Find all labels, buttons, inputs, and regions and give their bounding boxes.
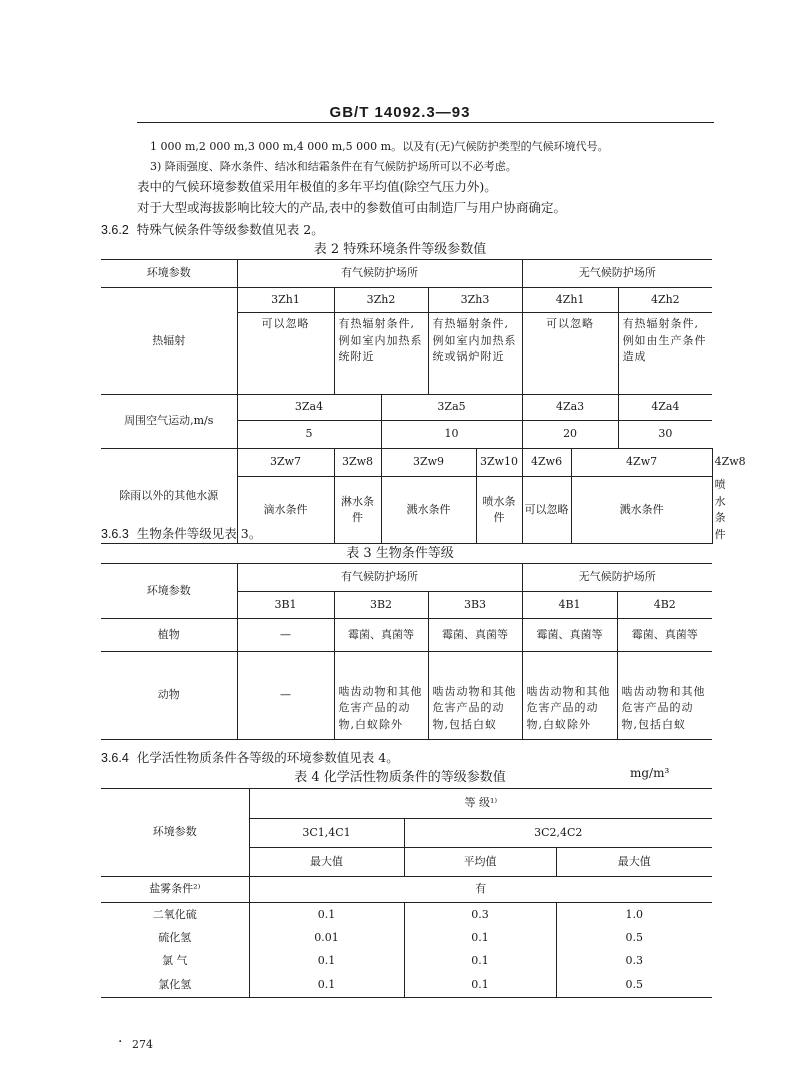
t2-code: 3Zh3	[428, 288, 522, 313]
t4-cell: 0.1	[404, 974, 556, 998]
t2-heat-desc: 可以忽略	[522, 313, 618, 395]
t4-cell: 0.1	[404, 950, 556, 974]
t4-row-label: 硫化氢	[101, 927, 249, 950]
t4-header-avg: 平均值	[404, 848, 556, 877]
t4-row-label: 氯 气	[101, 950, 249, 974]
t2-water-desc: 溅水条件	[571, 477, 712, 544]
t4-cell: 0.3	[404, 903, 556, 927]
t2-code: 4Zh2	[618, 288, 712, 313]
note-line-1: 1 000 m,2 000 m,3 000 m,4 000 m,5 000 m。以及有(无)气候防护类型的气候环境代号。	[150, 140, 609, 153]
paragraph-1: 表中的气候环境参数值采用年极值的多年平均值(除空气压力外)。	[137, 179, 497, 194]
t3-animal-value: 啮齿动物和其他危害产品的动物,包括白蚁	[428, 652, 522, 740]
t3-code: 4B1	[522, 592, 617, 619]
t4-header-max2: 最大值	[556, 848, 712, 877]
t3-animal-label: 动物	[101, 652, 237, 740]
t2-code: 4Za3	[522, 395, 618, 421]
t3-header-param: 环境参数	[101, 564, 237, 619]
standard-number-header: GB/T 14092.3—93	[329, 104, 471, 121]
section-text: 化学活性物质条件各等级的环境参数值见表 4。	[136, 750, 399, 765]
table-2-title: 表 2 特殊环境条件等级参数值	[313, 242, 487, 257]
t2-header-with: 有气候防护场所	[237, 260, 522, 288]
t2-water-desc: 喷水条件	[476, 477, 522, 544]
t2-air-value: 30	[618, 421, 712, 449]
t3-plant-value: 霉菌、真菌等	[428, 619, 522, 652]
table-4	[101, 788, 712, 998]
t2-header-param: 环境参数	[101, 260, 237, 288]
t3-animal-value: 啮齿动物和其他危害产品的动物,包括白蚁	[617, 652, 712, 740]
table-4-title: 表 4 化学活性物质条件的等级参数值	[294, 770, 506, 785]
t3-animal-value: 啮齿动物和其他危害产品的动物,白蚁除外	[522, 652, 617, 740]
t2-header-without: 无气候防护场所	[522, 260, 712, 288]
t2-water-desc: 淋水条件	[334, 477, 381, 544]
t3-code: 3B1	[237, 592, 334, 619]
t3-code: 4B2	[617, 592, 712, 619]
t2-code: 3Zw8	[334, 449, 381, 477]
t2-water-label: 除雨以外的其他水源	[101, 449, 237, 544]
t3-code: 3B3	[428, 592, 522, 619]
t3-header-with: 有气候防护场所	[237, 564, 522, 592]
t4-cell: 0.5	[556, 927, 712, 950]
section-3-6-3	[101, 524, 261, 542]
section-number: 3.6.4	[101, 751, 129, 765]
t2-heat-desc: 有热辐射条件,例如由生产条件造成	[618, 313, 712, 395]
footer-dot: ·	[118, 1034, 123, 1050]
t2-code: 3Zw9	[381, 449, 476, 477]
t3-plant-value: 霉菌、真菌等	[522, 619, 617, 652]
header-rule	[137, 122, 714, 123]
table-2: 环境参数 有气候防护场所 无气候防护场所 热辐射 3Zh1 3Zh2 3Zh3 4Zh1 4Zh2 可以忽略 有热辐射条件,例如室内加热系统附近 有热辐射条件,例如室内加热系统或锅炉附近 可以忽略 有热辐射条件,例如由生产条件造成 周围空气运动,m/s 3Za4 3Za5 4Za3 4Za4 5 10 20 30 除雨以外的其他水源 3Zw7 3Zw8 3Zw9 3Zw10 4Zw6 4Zw7 4Zw8 滴水条件 淋水条件 溅水条件 喷水条件 可以忽略 溅水条件 喷水条件	[101, 259, 712, 544]
t4-salt-label: 盐雾条件²⁾	[101, 877, 249, 903]
t4-cell: 0.3	[556, 950, 712, 974]
t2-code: 3Zh2	[334, 288, 428, 313]
t4-header-c2: 3C2,4C2	[404, 819, 712, 848]
t4-cell: 0.01	[249, 927, 404, 950]
t3-plant-label: 植物	[101, 619, 237, 652]
t4-header-c1: 3C1,4C1	[249, 819, 404, 848]
t2-code: 3Za5	[381, 395, 522, 421]
t3-plant-value: 霉菌、真菌等	[334, 619, 428, 652]
t2-code: 3Zw7	[237, 449, 334, 477]
t2-heat-desc: 有热辐射条件,例如室内加热系统附近	[334, 313, 428, 395]
t2-code: 3Za4	[237, 395, 381, 421]
t2-code: 4Zw7	[571, 449, 712, 477]
t4-row-label: 二氧化硫	[101, 903, 249, 927]
t4-cell: 0.1	[404, 927, 556, 950]
t2-code: 3Zw10	[476, 449, 522, 477]
t2-heat-desc: 有热辐射条件,例如室内加热系统或锅炉附近	[428, 313, 522, 395]
t4-salt-value: 有	[249, 877, 712, 903]
t2-code: 4Zh1	[522, 288, 618, 313]
t2-code: 3Zh1	[237, 288, 334, 313]
t2-water-desc: 溅水条件	[381, 477, 476, 544]
t2-code: 4Zw6	[522, 449, 571, 477]
t2-air-value: 5	[237, 421, 381, 449]
t3-animal-value: —	[237, 652, 334, 740]
t3-plant-value: —	[237, 619, 334, 652]
t4-cell: 0.1	[249, 974, 404, 998]
t4-cell: 0.1	[249, 950, 404, 974]
section-number: 3.6.2	[101, 223, 129, 237]
section-text: 生物条件等级见表 3。	[136, 526, 262, 541]
t3-code: 3B2	[334, 592, 428, 619]
t2-water-desc: 滴水条件	[237, 477, 334, 544]
t4-header-param: 环境参数	[101, 789, 249, 877]
table-3	[101, 563, 712, 740]
paragraph-2: 对于大型或海拔影响比较大的产品,表中的参数值可由制造厂与用户协商确定。	[137, 200, 566, 215]
t4-cell: 0.1	[249, 903, 404, 927]
note-line-2: 3) 降雨强度、降水条件、结冰和结霜条件在有气候防护场所可以不必考虑。	[150, 160, 517, 173]
t4-cell: 1.0	[556, 903, 712, 927]
t3-plant-value: 霉菌、真菌等	[617, 619, 712, 652]
section-3-6-2	[101, 220, 324, 238]
t2-air-value: 20	[522, 421, 618, 449]
table-3-title: 表 3 生物条件等级	[346, 546, 454, 561]
table-4-unit: mg/m³	[630, 766, 670, 780]
t2-air-label: 周围空气运动,m/s	[101, 395, 237, 449]
t3-header-without: 无气候防护场所	[522, 564, 712, 592]
t2-water-desc: 可以忽略	[522, 477, 571, 544]
t2-code: 4Za4	[618, 395, 712, 421]
section-3-6-4	[101, 748, 399, 766]
section-text: 特殊气候条件等级参数值见表 2。	[136, 222, 324, 237]
t2-heat-desc: 可以忽略	[237, 313, 334, 395]
t4-header-grade: 等 级¹⁾	[249, 789, 712, 819]
t2-heat-label: 热辐射	[101, 288, 237, 395]
t4-header-max: 最大值	[249, 848, 404, 877]
section-number: 3.6.3	[101, 527, 129, 541]
t3-animal-value: 啮齿动物和其他危害产品的动物,白蚁除外	[334, 652, 428, 740]
t2-air-value: 10	[381, 421, 522, 449]
t4-cell: 0.5	[556, 974, 712, 998]
page-number: 274	[132, 1038, 153, 1051]
t4-row-label: 氯化氢	[101, 974, 249, 998]
